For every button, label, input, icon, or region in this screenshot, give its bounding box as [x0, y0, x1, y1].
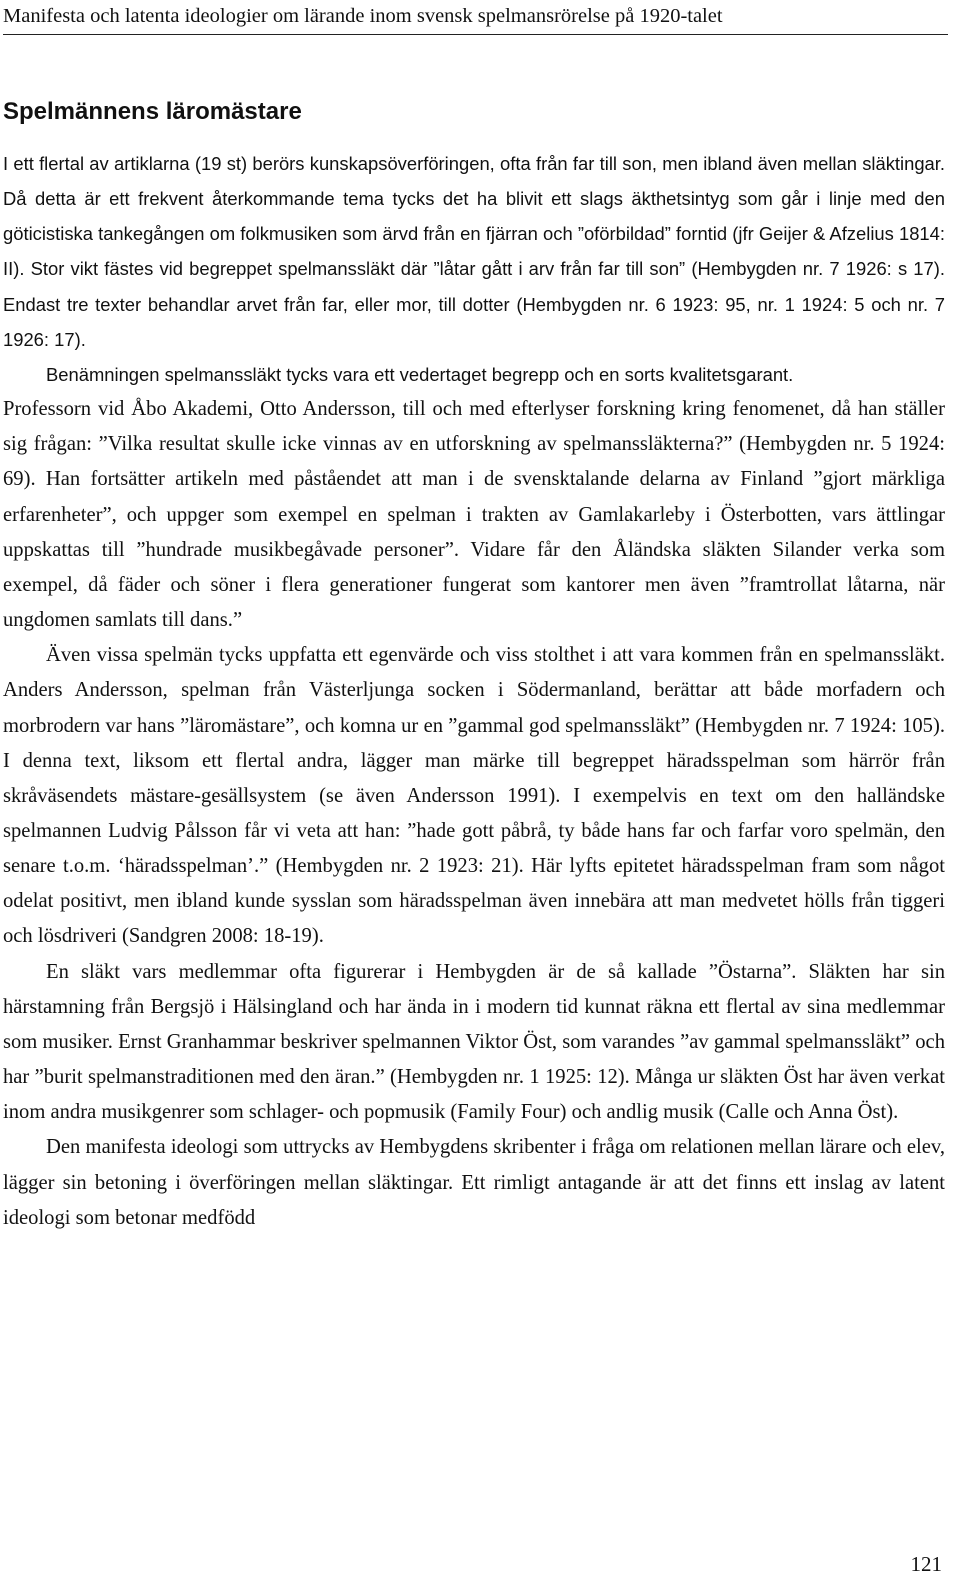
paragraph-5: Den manifesta ideologi som uttrycks av Hembygdens skribenter i fråga om relationen mellan lärare och elev, lägger sin betoning i överföringen mellan släktingar. Ett rimligt antagande är att det finns ett inslag av latent ideologi som betonar medfödd — [3, 1136, 945, 1229]
header-rule — [3, 34, 948, 35]
paragraph-2-serif: Professorn vid Åbo Akademi, Otto Andersson, till och med efterlyser forskning kring fenomenet, då han ställer sig frågan: ”Vilka resultat skulle icke vinnas av en utforskning av spelmanssläkterna?” (Hembygden nr. 5 1924: 69). Han fortsätter artikeln med påståendet att man i de svensktalande delarna av Finland ”gjort märkliga erfarenheter”, och uppger som exempel en spelman i trakten av Gamlakarleby i Österbotten, vars ättlingar uppskattas till ”hundrade musikbegåvade personer”. Vidare får den Åländska släkten Silander verka som exempel, då fäder och söner i flera generationer fungerat som kantorer men även ”framtrollat låtarna, när ungdomen samlats till dans.” — [3, 398, 945, 632]
paragraph-1: I ett flertal av artiklarna (19 st) berörs kunskapsöverföringen, ofta från far till son, men ibland även mellan släktingar. Då detta är ett frekvent återkommande tema tycks det ha blivit ett slags äkthetsintyg som går i linje med den göticistiska tankegången om folkmusiken som ärvd från en fjärran och ”oförbildad” forntid (jfr Geijer & Afzelius 1814: II). Stor vikt fästes vid begreppet spelmanssläkt där ”låtar gått i arv från far till son” (Hembygden nr. 7 1926: s 17). Endast tre texter behandlar arvet från far, eller mor, till dotter (Hembygden nr. 6 1923: 95, nr. 1 1924: 5 och nr. 7 1926: 17). — [3, 153, 945, 350]
body-text — [3, 146, 945, 1236]
paragraph-2-sans: Benämningen spelmanssläkt tycks vara ett vedertaget begrepp och en sorts kvalitetsgarant. — [46, 363, 794, 385]
section-title: Spelmännens läromästare — [3, 98, 302, 125]
paragraph-4: En släkt vars medlemmar ofta figurerar i Hembygden är de så kallade ”Östarna”. Släkten har sin härstamning från Bergsjö i Hälsingland och har ända in i modern tid kunnat räkna ett flertal av sina medlemmar som musiker. Ernst Granhammar beskriver spelmannen Viktor Öst, som varandes ”av gammal spelmanssläkt” och har ”burit spelmanstraditionen med den äran.” (Hembygden nr. 1 1925: 12). Många ur släkten Öst har även verkat inom andra musikgenrer som schlager- och popmusik (Family Four) och andlig musik (Calle och Anna Öst). — [3, 960, 945, 1124]
running-header: Manifesta och latenta ideologier om lärande inom svensk spelmansrörelse på 1920-talet — [3, 5, 723, 27]
paragraph-3: Även vissa spelmän tycks uppfatta ett egenvärde och viss stolthet i att vara kommen från en spelmanssläkt. Anders Andersson, spelman från Västerljunga socken i Södermanland, berättar att både morfadern och morbrodern var hans ”läromästare”, och komna ur en ”gammal god spelmanssläkt” (Hembygden nr. 7 1924: 105). I denna text, liksom ett flertal andra, lägger man märke till begreppet häradsspelman som härrör från skråväsendets mästare-gesällsystem (se även Andersson 1991). I exempelvis en text om den halländske spelmannen Ludvig Pålsson får vi veta att han: ”hade gott påbrå, ty både hans far och farfar voro spelmän, den senare t.o.m. ‘häradsspelman’.” (Hembygden nr. 2 1923: 21). Här lyfts epitetet häradsspelman fram som något odelat positivt, men ibland kunde sysslan som häradsspelman även innebära att man medvetet hölls från tiggeri och lösdriveri (Sandgren 2008: 18-19). — [3, 644, 945, 948]
page-number: 121 — [910, 1552, 942, 1576]
